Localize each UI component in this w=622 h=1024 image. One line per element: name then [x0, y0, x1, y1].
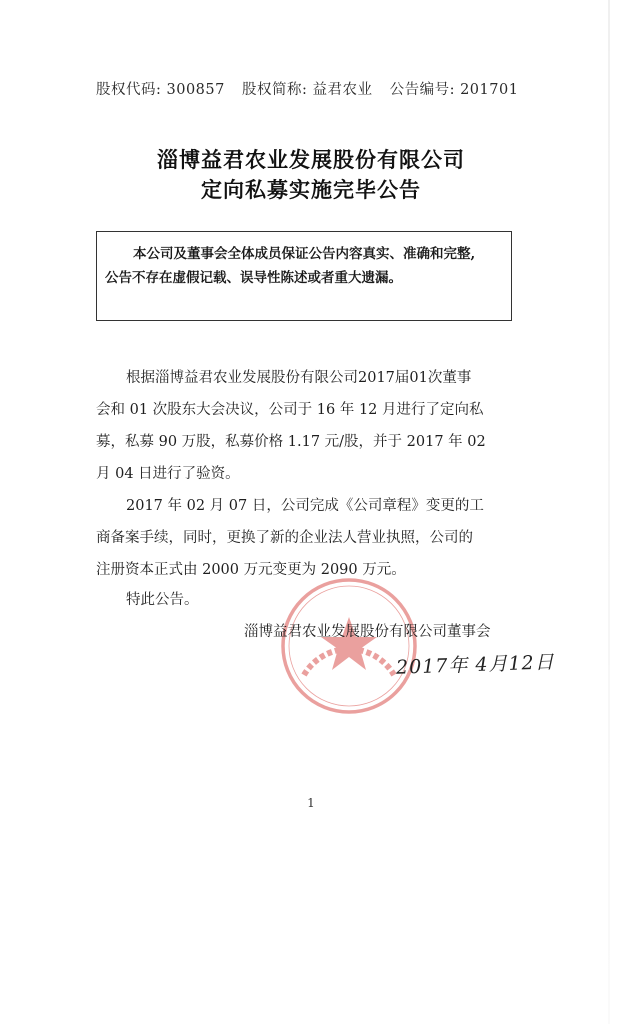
paragraph-line: 商备案手续，同时，更换了新的企业法人营业执照，公司的	[96, 530, 473, 546]
company-seal-icon	[278, 575, 420, 717]
announcement-header	[96, 78, 614, 99]
closing-remark: 特此公告。	[126, 592, 199, 608]
paragraph-line: 募，私募 90 万股，私募价格 1.17 元/股，并于 2017 年 02	[96, 434, 486, 450]
stock-code: 股权代码: 300857	[96, 82, 225, 98]
stock-short-name: 股权简称: 益君农业	[241, 82, 373, 98]
paragraph-line: 会和 01 次股东大会决议，公司于 16 年 12 月进行了定向私	[96, 402, 484, 418]
body-paragraph-2	[96, 490, 516, 586]
signature-date: 2017年 4月12日	[395, 651, 556, 679]
paragraph-line: 根据淄博益君农业发展股份有限公司2017届01次董事	[126, 370, 472, 386]
disclaimer-line-1: 本公司及董事会全体成员保证公告内容真实、准确和完整,	[133, 246, 476, 262]
signature-organization: 淄博益君农业发展股份有限公司董事会	[244, 624, 491, 640]
page-number: 1	[307, 796, 315, 810]
body-paragraph-1	[96, 362, 516, 490]
disclaimer-line-2: 公告不存在虚假记载、误导性陈述或者重大遗漏。	[105, 270, 402, 286]
announcement-number: 公告编号: 201701	[389, 82, 519, 98]
paragraph-line: 注册资本正式由 2000 万元变更为 2090 万元。	[96, 562, 406, 578]
company-title: 淄博益君农业发展股份有限公司	[157, 147, 465, 172]
announcement-title: 定向私募实施完毕公告	[201, 177, 421, 202]
paragraph-line: 2017 年 02 月 07 日，公司完成《公司章程》变更的工	[126, 498, 484, 514]
disclaimer-box	[96, 231, 512, 321]
paragraph-line: 月 04 日进行了验资。	[96, 466, 240, 482]
